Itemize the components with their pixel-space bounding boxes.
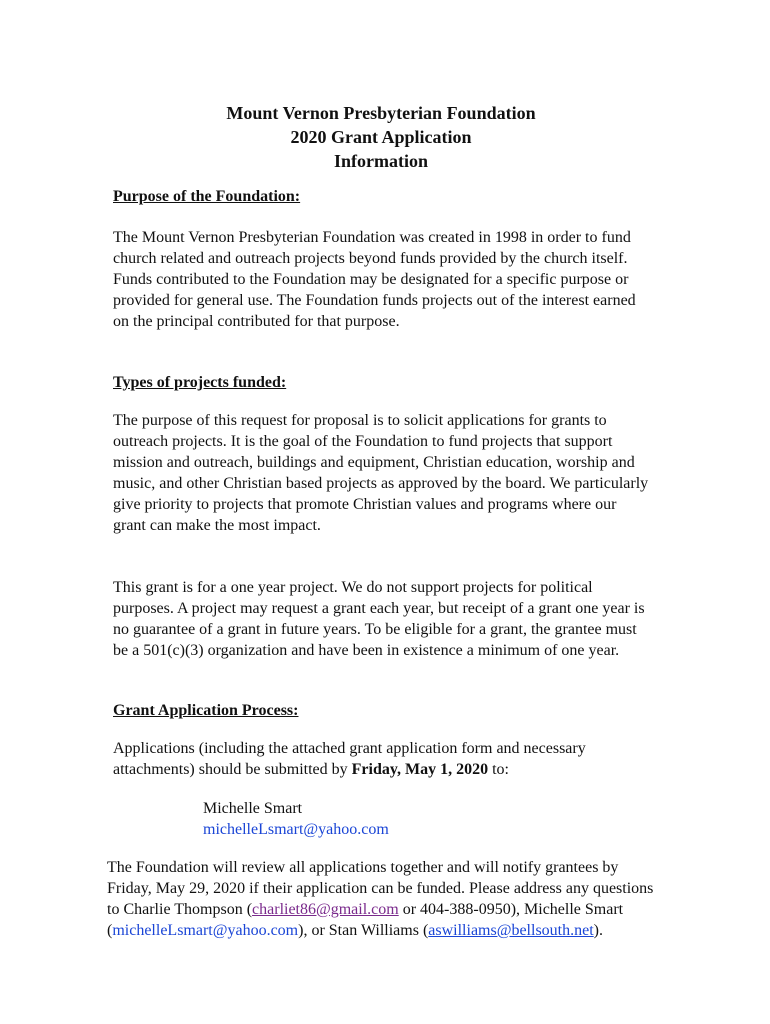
closing-text-1: The Foundation will review all applications together and will notify grantees by Friday, May 29, 2020 if their application can be funded. Please address any questions to Charlie Thompson (: [107, 859, 654, 918]
stan-email-link[interactable]: aswilliams@bellsouth.net: [428, 922, 594, 939]
process-heading: Grant Application Process:: [113, 702, 299, 719]
document-title: [0, 101, 762, 173]
types-paragraph-2: This grant is for a one year project. We do not support projects for political purposes. A project may request a grant each year, but receipt of a grant one year is no guarantee of a grant in future years. To be eligible for a grant, the grantee must be a 501(c)(3) organization and have been in existence a minimum of one year.: [113, 579, 645, 659]
submission-deadline: Friday, May 1, 2020: [351, 761, 489, 778]
michelle-email-link[interactable]: michelleLsmart@yahoo.com: [112, 922, 299, 939]
title-line-1: Mount Vernon Presbyterian Foundation: [226, 103, 536, 123]
process-text-after: to:: [488, 761, 509, 778]
contact-email-link[interactable]: michelleLsmart@yahoo.com: [203, 821, 389, 838]
purpose-heading: Purpose of the Foundation:: [113, 188, 301, 205]
closing-paragraph: [107, 857, 667, 941]
title-line-2: 2020 Grant Application: [290, 127, 472, 147]
closing-text-2: or 404-388-0950), Michelle Smart (: [107, 901, 624, 939]
process-text-before: Applications (including the attached grant application form and necessary attachments) should be submitted by: [113, 740, 586, 778]
types-paragraph-1: The purpose of this request for proposal is to solicit applications for grants to outreach projects. It is the goal of the Foundation to fund projects that support mission and outreach, buildings and equipment, Christian education, worship and music, and other Christian based projects as approved by the board. We particularly give priority to projects that promote Christian values and programs where our grant can make the most impact.: [113, 412, 649, 534]
title-line-3: Information: [334, 151, 428, 171]
contact-name: Michelle Smart: [203, 800, 303, 817]
closing-text-3: ), or Stan Williams (: [298, 922, 429, 939]
charlie-email-link[interactable]: charliet86@gmail.com: [252, 901, 399, 918]
process-paragraph: [113, 738, 653, 780]
closing-text-4: ).: [593, 922, 603, 939]
types-heading: Types of projects funded:: [113, 374, 287, 391]
purpose-paragraph: The Mount Vernon Presbyterian Foundation was created in 1998 in order to fund church related and outreach projects beyond funds provided by the church itself. Funds contributed to the Foundation may be designated for a specific purpose or provided for general use. The Foundation funds projects out of the interest earned on the principal contributed for that purpose.: [113, 229, 636, 330]
